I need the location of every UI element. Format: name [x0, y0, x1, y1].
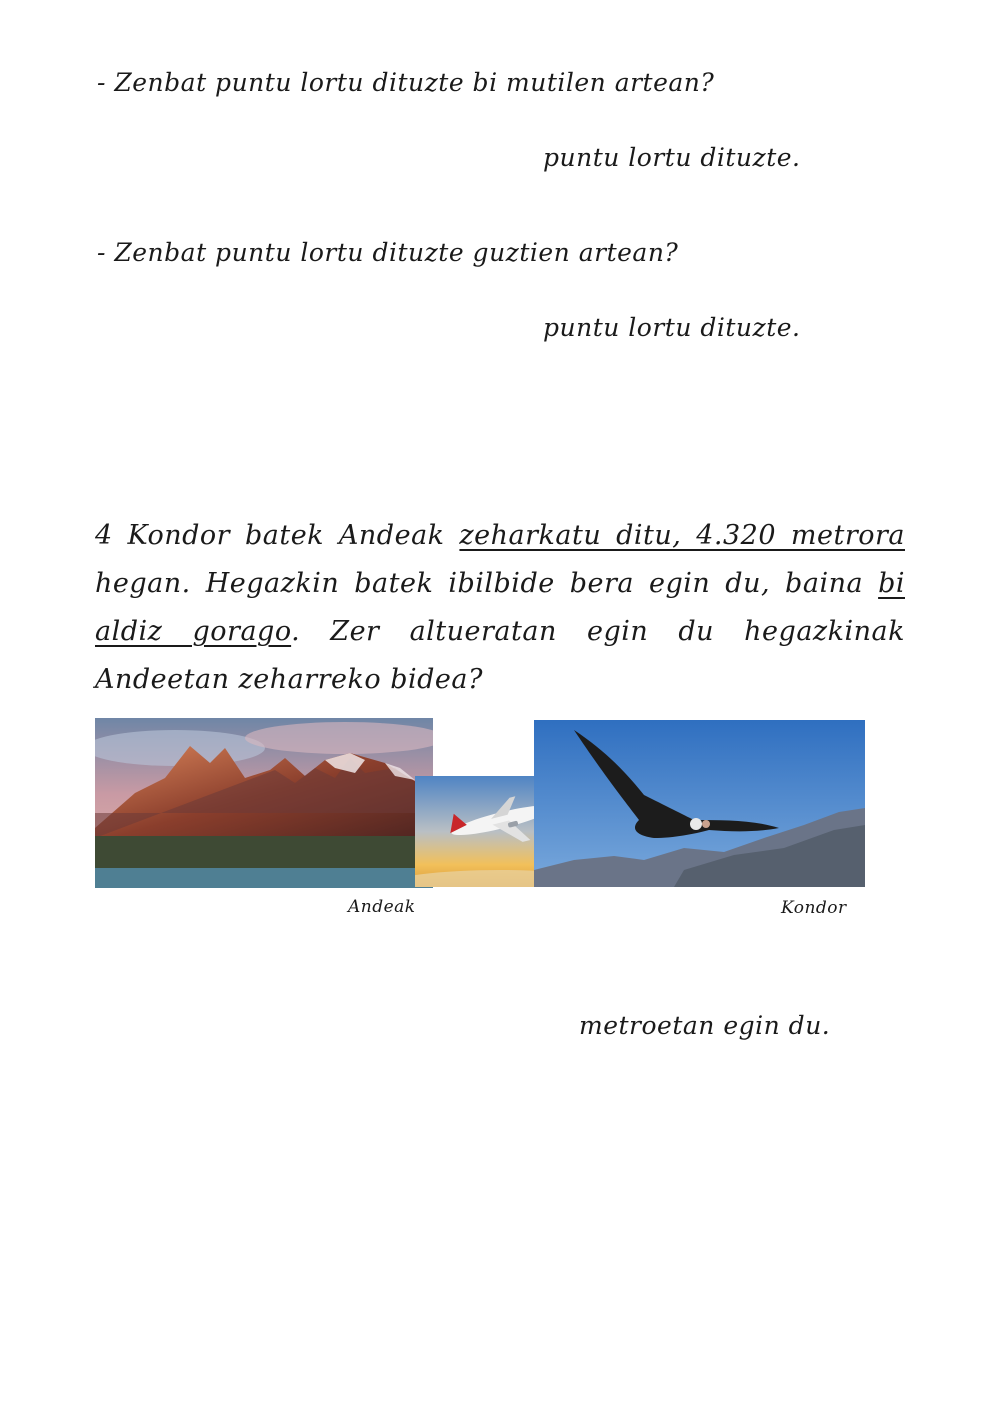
question-2-answer-suffix: puntu lortu dituzte. — [543, 313, 801, 342]
question-1-answer-input[interactable] — [150, 142, 534, 173]
question-2-text: - Zenbat puntu lortu dituzte guztien artean? — [97, 238, 679, 267]
problem-4-text — [95, 512, 905, 704]
condor-image — [534, 720, 865, 887]
condor-caption: Kondor — [781, 898, 847, 918]
andes-caption: Andeak — [348, 897, 416, 917]
problem-4-underline-2: bi aldiz gorago — [95, 568, 905, 647]
question-1-text: - Zenbat puntu lortu dituzte bi mutilen artean? — [97, 68, 715, 97]
problem-4-part-3: . Zer altueratan egin du hegazkinak Andeetan zeharreko bidea? — [95, 616, 905, 695]
problem-4-part-1: 4 Kondor batek Andeak — [95, 520, 460, 551]
problem-4-underline-1: zeharkatu ditu, 4.320 metrora — [459, 520, 905, 551]
question-2-answer-input[interactable] — [150, 312, 534, 343]
question-1-answer-suffix: puntu lortu dituzte. — [543, 143, 801, 172]
problem-4-answer-input[interactable] — [150, 1010, 534, 1041]
problem-4-part-2: hegan. Hegazkin batek ibilbide bera egin du, baina — [95, 568, 879, 599]
andes-mountains-image — [95, 718, 433, 888]
problem-4-answer-suffix: metroetan egin du. — [579, 1011, 831, 1040]
